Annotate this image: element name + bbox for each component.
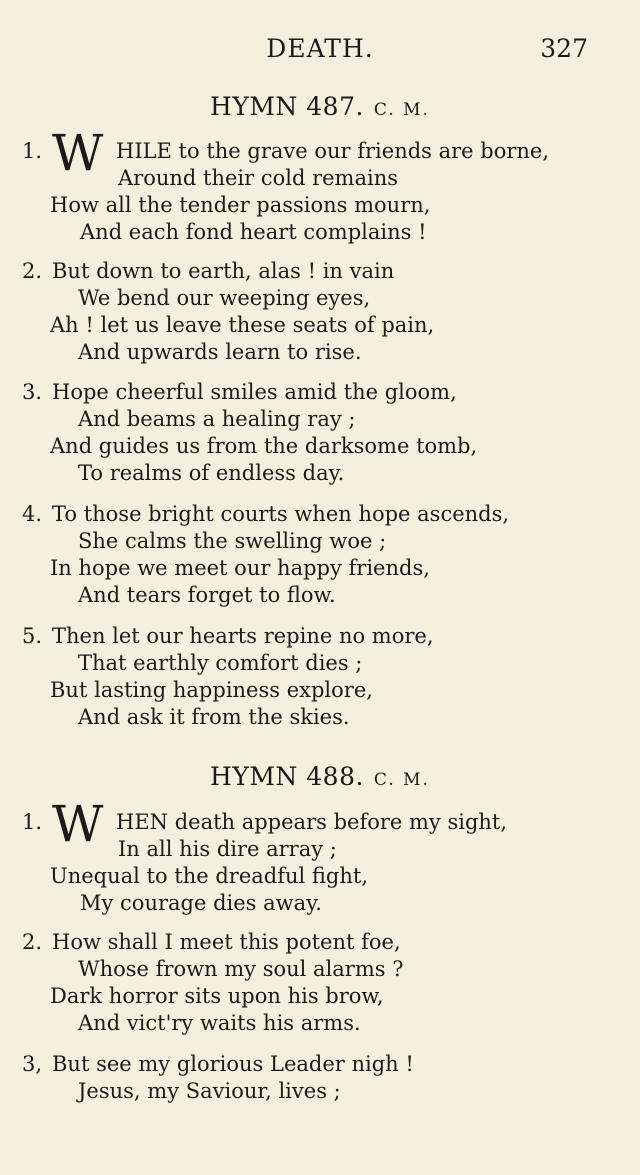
verse-text: HILE to the grave our friends are borne, — [116, 139, 550, 163]
verse-text: Around their cold remains — [118, 166, 398, 190]
verse-line — [50, 983, 384, 1010]
verse-text: But see my glorious Leader nigh ! — [52, 1052, 414, 1076]
verse-text: Jesus, my Saviour, lives ; — [78, 1079, 341, 1103]
verse-text: Whose frown my soul alarms ? — [78, 957, 404, 981]
verse-text: She calms the swelling woe ; — [78, 529, 387, 553]
verse-text: Unequal to the dreadful fight, — [50, 864, 369, 888]
verse-line — [78, 650, 362, 677]
verse-text: And tears forget to flow. — [78, 583, 336, 607]
verse-line — [22, 623, 434, 650]
verse-line — [78, 1010, 361, 1037]
verse-text: And guides us from the darksome tomb, — [50, 434, 478, 458]
hymn-title: HYMN 488. — [210, 762, 364, 791]
verse-text: HEN death appears before my sight, — [116, 810, 508, 834]
verse-text: That earthly comfort dies ; — [78, 651, 363, 675]
stanza-number: 4. — [22, 502, 43, 526]
verse-line — [78, 285, 370, 312]
hymn-heading — [0, 92, 640, 121]
verse-text: How all the tender passions mourn, — [50, 193, 431, 217]
stanza-number: 5. — [22, 624, 43, 648]
drop-cap: W — [52, 795, 104, 853]
stanza-number: 2. — [22, 930, 43, 954]
verse-line — [118, 165, 398, 192]
verse-line — [80, 219, 427, 246]
running-head — [0, 34, 640, 68]
stanza-number: 1. — [22, 139, 43, 163]
verse-text: And vict'ry waits his arms. — [78, 1011, 361, 1035]
verse-line — [50, 192, 430, 219]
verse-text: To those bright courts when hope ascends, — [52, 502, 510, 526]
verse-line — [78, 406, 355, 433]
verse-line — [80, 890, 322, 917]
verse-text: And beams a healing ray ; — [78, 407, 356, 431]
verse-line — [22, 929, 401, 956]
verse-text: My courage dies away. — [80, 891, 322, 915]
running-title: DEATH. — [266, 34, 374, 63]
verse-line — [78, 582, 336, 609]
verse-line — [22, 379, 457, 406]
verse-text: Ah ! let us leave these seats of pain, — [50, 313, 435, 337]
stanza-number: 1. — [22, 810, 43, 834]
verse-line — [78, 460, 344, 487]
verse-text: But lasting happiness explore, — [50, 678, 373, 702]
verse-line — [22, 501, 509, 528]
verse-line — [78, 339, 362, 366]
verse-text: In hope we meet our happy friends, — [50, 556, 430, 580]
verse-line — [78, 704, 350, 731]
stanza-number: 3. — [22, 380, 43, 404]
verse-line — [78, 1078, 341, 1105]
verse-line — [50, 677, 373, 704]
verse-text: And ask it from the skies. — [78, 705, 350, 729]
verse-text: In all his dire array ; — [118, 837, 337, 861]
verse-line — [78, 528, 386, 555]
verse-line — [50, 312, 434, 339]
stanza-number: 2. — [22, 259, 43, 283]
hymn-meter: C. M. — [373, 770, 430, 790]
verse-line — [78, 956, 403, 983]
verse-line — [118, 836, 337, 863]
hymn-title: HYMN 487. — [210, 92, 364, 121]
verse-line — [22, 258, 394, 285]
verse-text: Hope cheerful smiles amid the gloom, — [52, 380, 457, 404]
verse-text: And each fond heart complains ! — [80, 220, 427, 244]
verse-text: Then let our hearts repine no more, — [52, 624, 434, 648]
verse-text: Dark horror sits upon his brow, — [50, 984, 384, 1008]
drop-cap: W — [52, 124, 104, 182]
verse-line — [50, 555, 430, 582]
verse-text: How shall I meet this potent foe, — [52, 930, 401, 954]
stanza-number: 3, — [22, 1052, 43, 1076]
verse-text: And upwards learn to rise. — [78, 340, 362, 364]
verse-line — [50, 433, 477, 460]
page-number: 327 — [540, 34, 588, 63]
verse-text: To realms of endless day. — [78, 461, 345, 485]
verse-text: But down to earth, alas ! in vain — [52, 259, 395, 283]
verse-line — [50, 863, 368, 890]
hymn-heading — [0, 762, 640, 791]
verse-text: We bend our weeping eyes, — [78, 286, 371, 310]
verse-line — [22, 1051, 414, 1078]
hymn-meter: C. M. — [373, 100, 430, 120]
